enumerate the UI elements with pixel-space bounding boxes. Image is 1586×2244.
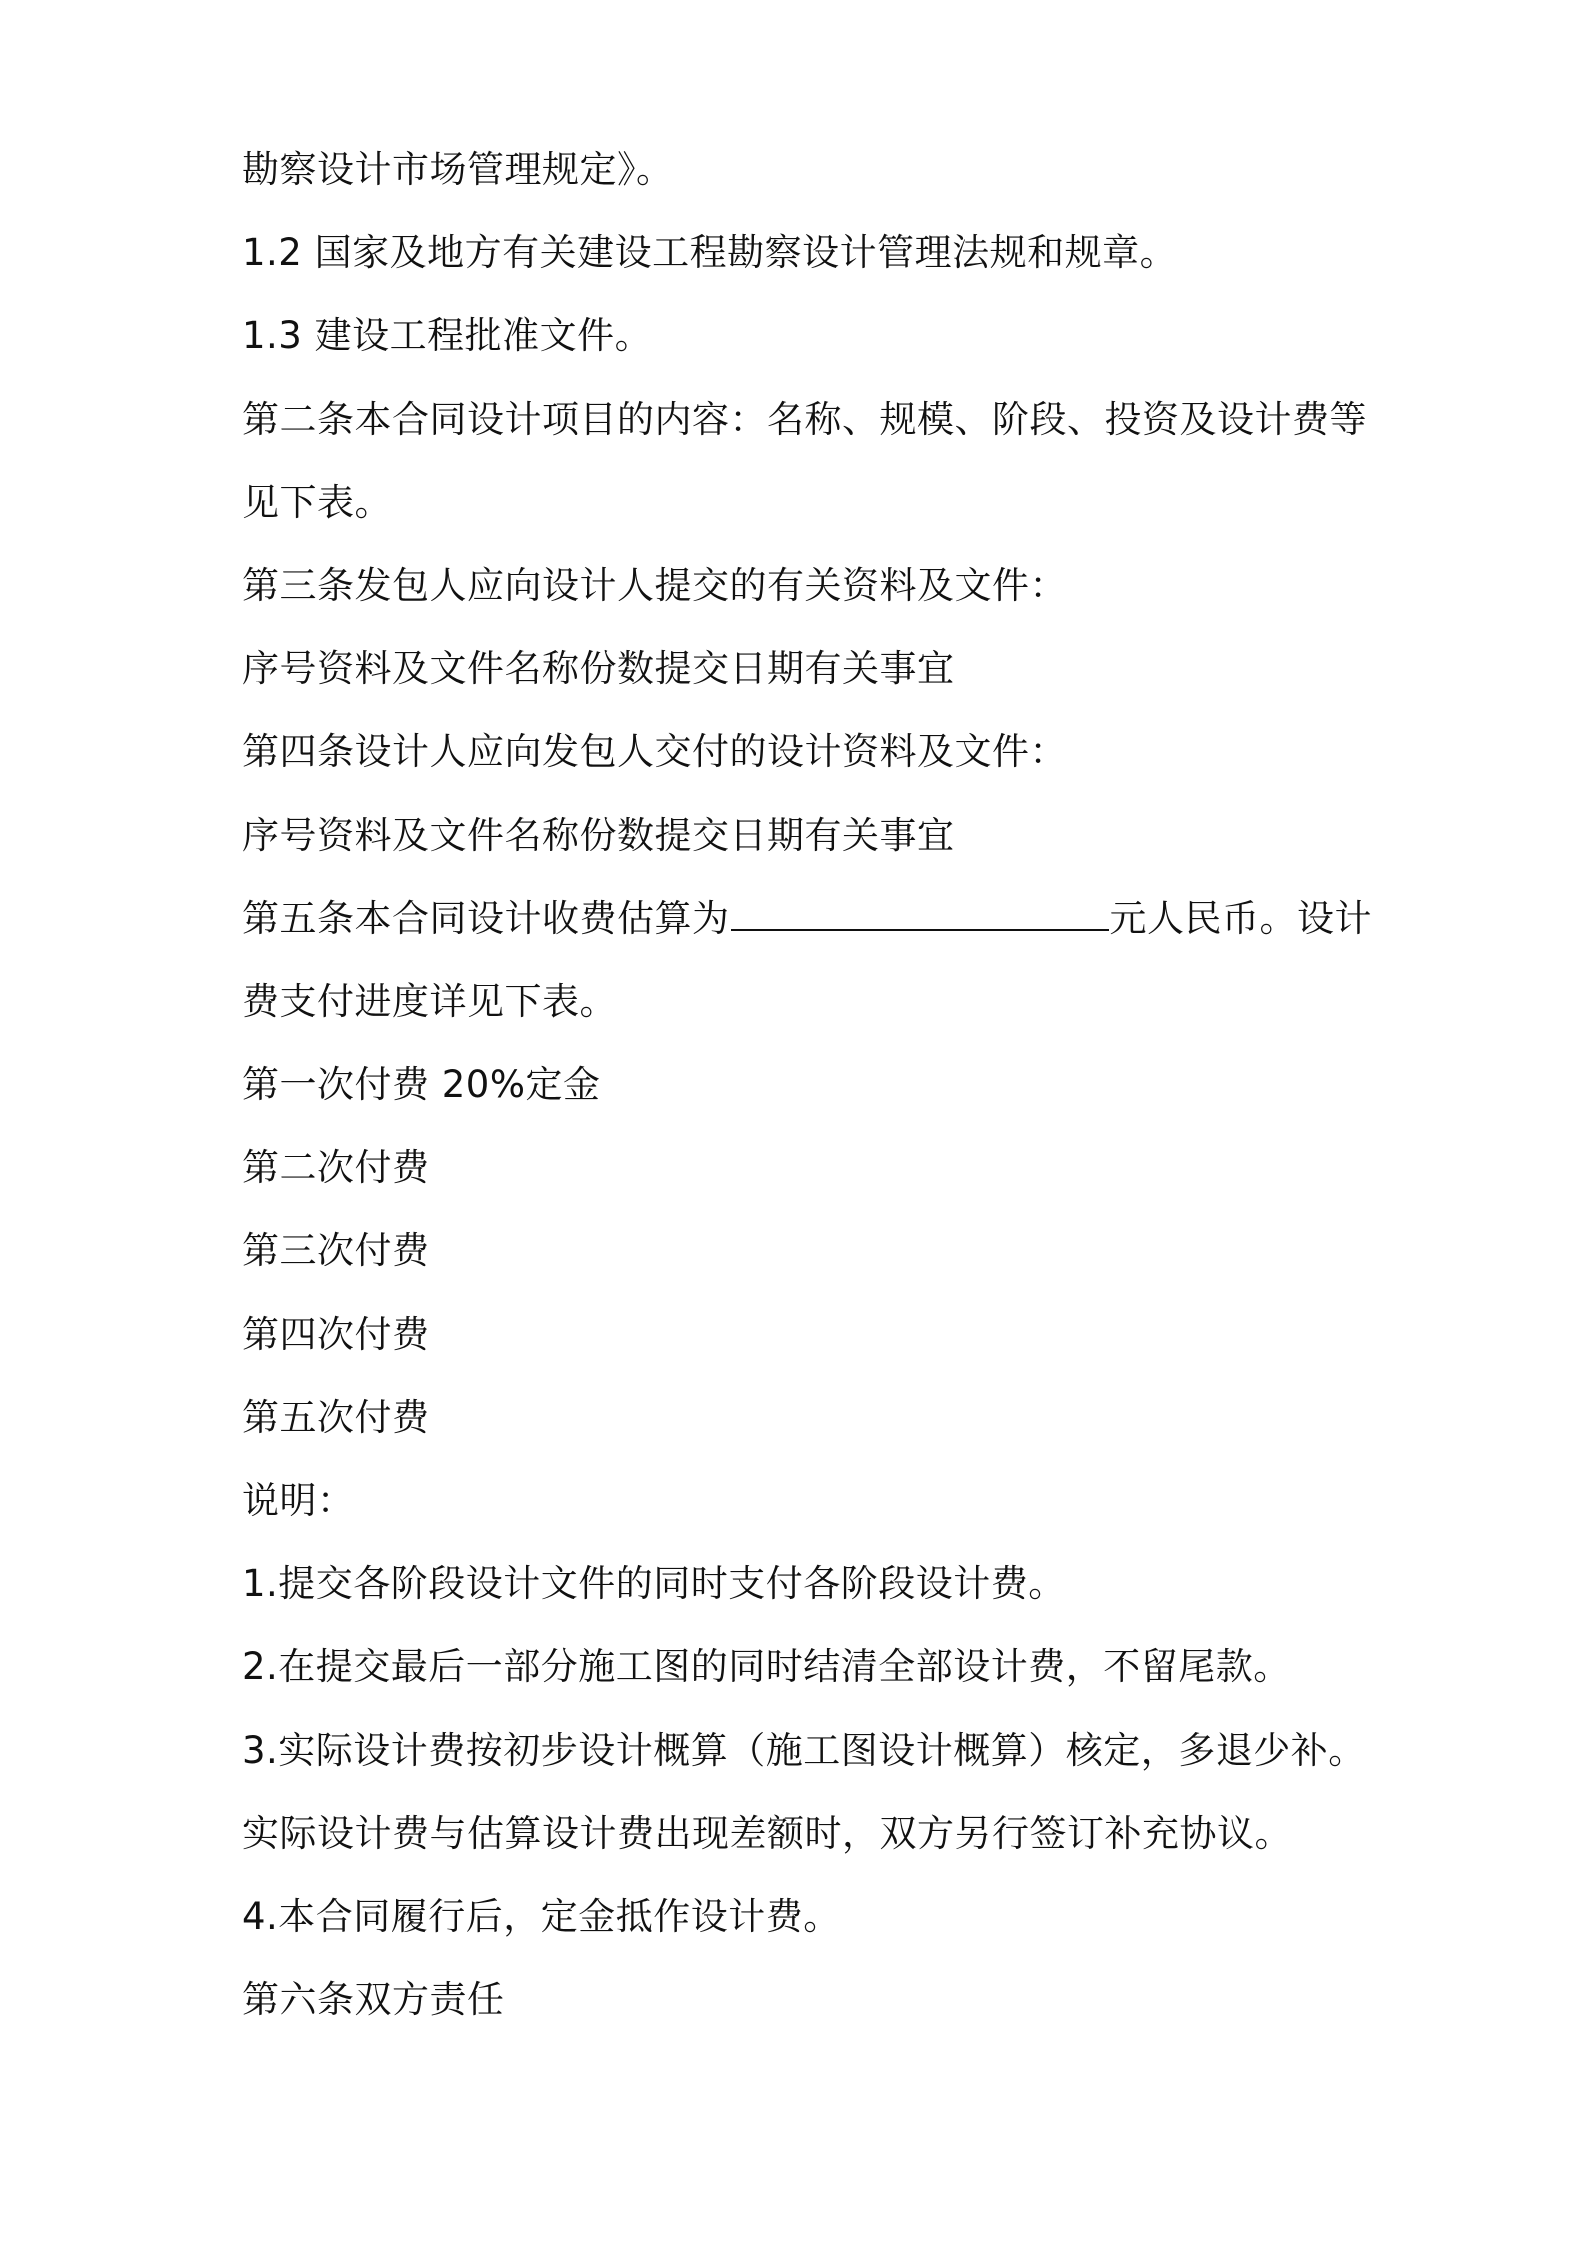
fee-amount-blank [731,896,1109,931]
text-line-note-4: 4.本合同履行后，定金抵作设计费。 [242,1894,841,1938]
text-line-note-2: 2.在提交最后一部分施工图的同时结清全部设计费，不留尾款。 [242,1645,1291,1689]
text-line-notes-heading: 说明： [242,1479,355,1522]
text-line-payment-5: 第五次付费 [242,1395,430,1439]
text-line-clause-1-2: 1.2 国家及地方有关建设工程勘察设计管理法规和规章。 [242,231,1178,275]
article-5-text-before: 第五条本合同设计收费估算为 [242,896,730,940]
text-line-regulation-title-end: 勘察设计市场管理规定》。 [242,148,674,191]
text-line-payment-3: 第三次付费 [242,1229,430,1273]
text-line-article-4: 第四条设计人应向发包人交付的设计资料及文件： [242,730,1067,774]
text-line-article-5 [242,877,1372,960]
text-line-article-3-table-header: 序号资料及文件名称份数提交日期有关事宜 [242,647,955,691]
text-line-article-4-table-header: 序号资料及文件名称份数提交日期有关事宜 [242,813,955,857]
text-line-clause-1-3: 1.3 建设工程批准文件。 [242,314,653,358]
article-5-text-after: 元人民币。设计 [1109,896,1372,940]
text-line-note-3-cont: 实际设计费与估算设计费出现差额时，双方另行签订补充协议。 [242,1811,1292,1855]
text-line-article-2-cont: 见下表。 [242,480,392,524]
document-body [242,128,1372,2041]
text-line-payment-1: 第一次付费 20%定金 [242,1063,601,1107]
text-line-payment-4: 第四次付费 [242,1312,430,1356]
text-line-article-6: 第六条双方责任 [242,1978,505,2022]
text-line-article-5-cont: 费支付进度详见下表。 [242,979,617,1023]
text-line-note-1: 1.提交各阶段设计文件的同时支付各阶段设计费。 [242,1562,1066,1606]
text-line-note-3: 3.实际设计费按初步设计概算（施工图设计概算）核定，多退少补。 [242,1728,1366,1772]
text-line-article-2: 第二条本合同设计项目的内容：名称、规模、阶段、投资及设计费等 [242,397,1367,441]
text-line-article-3: 第三条发包人应向设计人提交的有关资料及文件： [242,563,1067,607]
text-line-payment-2: 第二次付费 [242,1146,430,1190]
